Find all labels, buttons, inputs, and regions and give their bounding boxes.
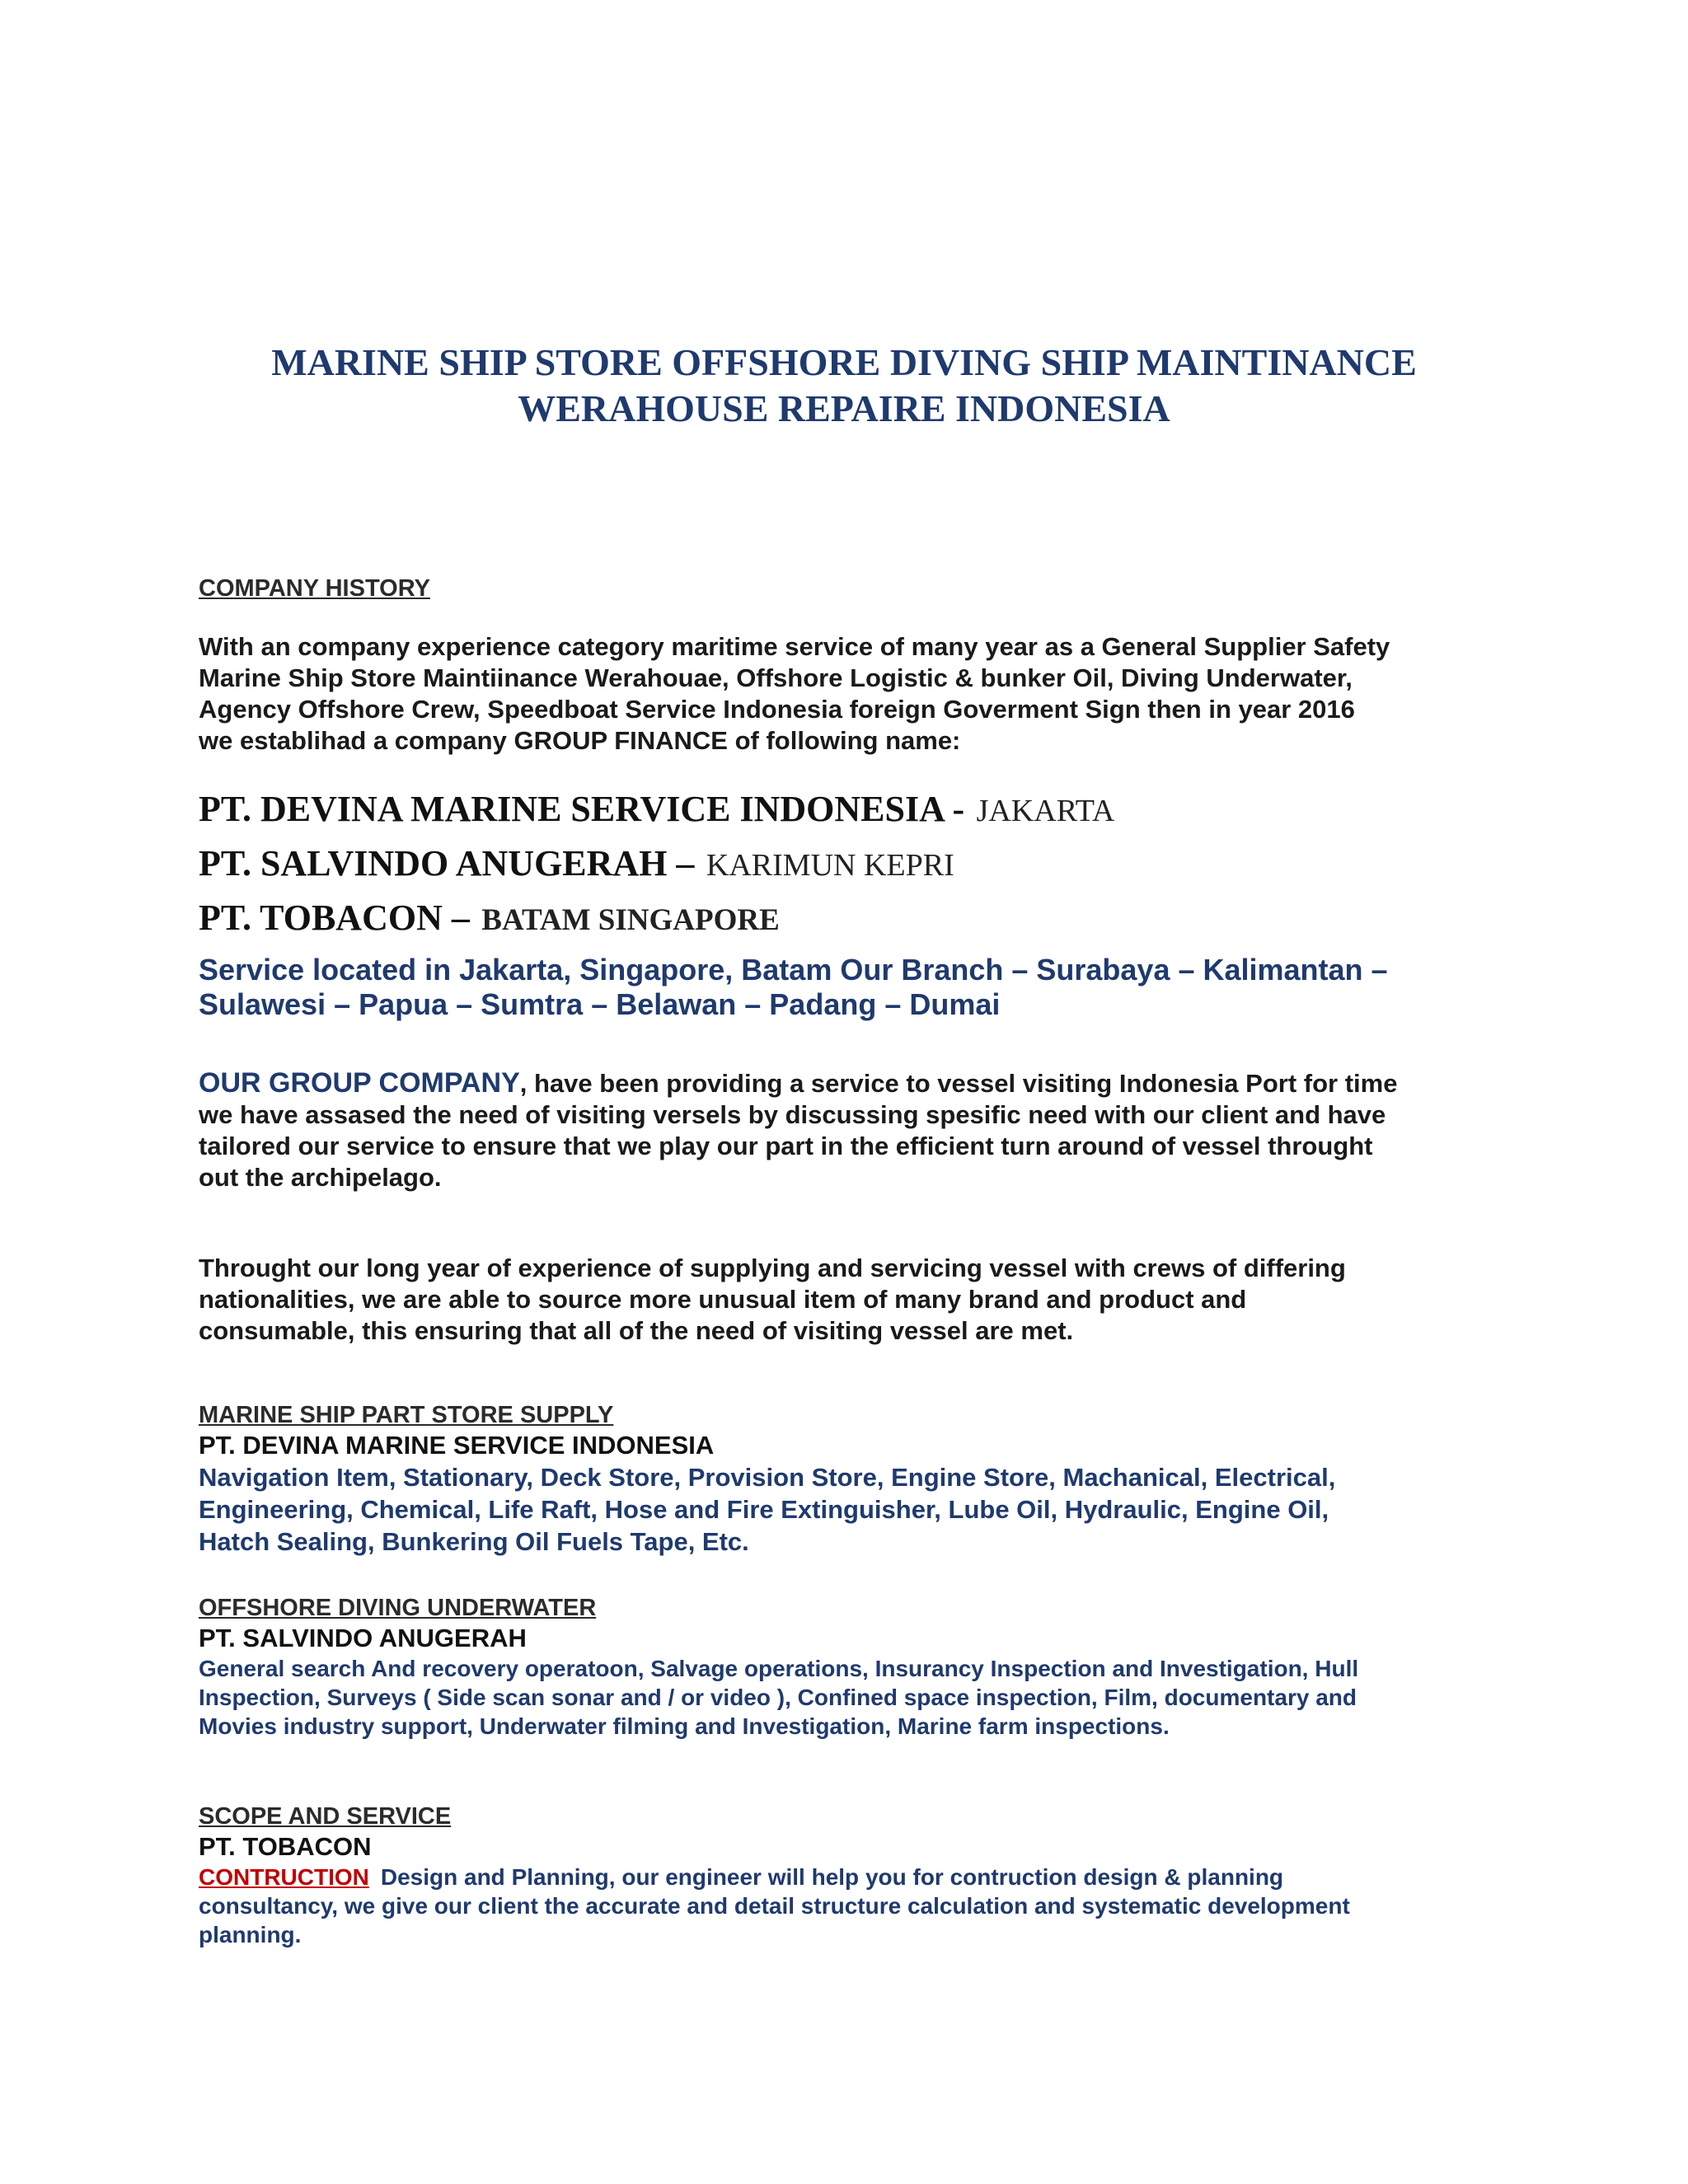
company-location: KARIMUN KEPRI xyxy=(706,848,954,883)
scope-line: consultancy, we give our client the accurate and detail structure calculation and systematic development xyxy=(199,1893,1350,1919)
group-line-rest: , have been providing a service to vessel visiting Indonesia Port for time xyxy=(519,1069,1398,1098)
diving-company: PT. SALVINDO ANUGERAH xyxy=(199,1624,527,1652)
scope-section xyxy=(199,1802,1501,1949)
company-location: BATAM SINGAPORE xyxy=(481,903,780,937)
marine-store-company: PT. DEVINA MARINE SERVICE INDONESIA xyxy=(199,1431,715,1460)
marine-store-line: Engineering, Chemical, Life Raft, Hose and Fire Extinguisher, Lube Oil, Hydraulic, Engine Oil, xyxy=(199,1495,1329,1524)
group-company-lead: OUR GROUP COMPANY xyxy=(199,1067,520,1099)
scope-line: planning. xyxy=(199,1922,302,1947)
experience-line: nationalities, we are able to source more unusual item of many brand and product and xyxy=(199,1285,1247,1314)
history-line: Marine Ship Store Maintiinance Werahouae, Offshore Logistic & bunker Oil, Diving Underwater, xyxy=(199,663,1353,692)
marine-store-section xyxy=(199,1400,1501,1558)
marine-store-line: Navigation Item, Stationary, Deck Store, Provision Store, Engine Store, Machanical, Electrical, xyxy=(199,1463,1336,1492)
company-entry xyxy=(199,841,1501,895)
scope-text xyxy=(199,1863,1501,1949)
group-line: tailored our service to ensure that we play our part in the efficient turn around of vessel throught xyxy=(199,1132,1373,1160)
service-location-text xyxy=(199,953,1501,1022)
marine-store-heading: MARINE SHIP PART STORE SUPPLY xyxy=(199,1402,614,1428)
service-location-line: Sulawesi – Papua – Sumtra – Belawan – Padang – Dumai xyxy=(199,987,1001,1021)
contruction-link[interactable]: CONTRUCTION xyxy=(199,1864,369,1890)
company-entry xyxy=(199,895,1501,949)
diving-section xyxy=(199,1593,1501,1741)
history-line: we establihad a company GROUP FINANCE of following name: xyxy=(199,726,961,755)
diving-line: General search And recovery operatoon, Salvage operations, Insurancy Inspection and Investigation, Hull xyxy=(199,1656,1359,1681)
company-name: PT. TOBACON – xyxy=(199,898,470,938)
diving-items xyxy=(199,1654,1501,1741)
company-location: JAKARTA xyxy=(976,794,1115,828)
marine-store-line: Hatch Sealing, Bunkering Oil Fuels Tape, Etc. xyxy=(199,1527,749,1556)
scope-line-rest: Design and Planning, our engineer will help you for contruction design & planning xyxy=(380,1864,1284,1890)
company-name: PT. DEVINA MARINE SERVICE INDONESIA - xyxy=(199,789,965,829)
diving-heading: OFFSHORE DIVING UNDERWATER xyxy=(199,1595,597,1621)
scope-heading: SCOPE AND SERVICE xyxy=(199,1803,452,1830)
company-history-heading: COMPANY HISTORY xyxy=(199,575,430,602)
experience-text xyxy=(199,1253,1501,1347)
company-list xyxy=(199,786,1501,949)
diving-line: Movies industry support, Underwater filming and Investigation, Marine farm inspections. xyxy=(199,1713,1170,1739)
group-company-text xyxy=(199,1067,1501,1193)
company-entry xyxy=(199,786,1501,841)
service-location-line: Service located in Jakarta, Singapore, Batam Our Branch – Surabaya – Kalimantan – xyxy=(199,953,1388,987)
experience-line: consumable, this ensuring that all of the need of visiting vessel are met. xyxy=(199,1316,1074,1345)
marine-store-items xyxy=(199,1461,1501,1558)
title-line-1: MARINE SHIP STORE OFFSHORE DIVING SHIP MAINTINANCE xyxy=(271,341,1417,383)
group-line: we have assased the need of visiting versels by discussing spesific need with our client and have xyxy=(199,1100,1386,1129)
scope-company: PT. TOBACON xyxy=(199,1832,372,1861)
experience-line: Throught our long year of experience of supplying and servicing vessel with crews of differing xyxy=(199,1254,1346,1282)
page-title xyxy=(0,340,1688,432)
scope-line xyxy=(199,1863,1501,1891)
company-history-section xyxy=(199,574,1501,603)
diving-line: Inspection, Surveys ( Side scan sonar and / or video ), Confined space inspection, Film, documentary and xyxy=(199,1685,1357,1710)
company-history-text xyxy=(199,631,1501,757)
group-line xyxy=(199,1067,1501,1099)
title-line-2: WERAHOUSE REPAIRE INDONESIA xyxy=(518,387,1170,429)
history-line: With an company experience category maritime service of many year as a General Supplier Safety xyxy=(199,632,1390,661)
company-name: PT. SALVINDO ANUGERAH – xyxy=(199,843,695,883)
group-line: out the archipelago. xyxy=(199,1163,442,1192)
history-line: Agency Offshore Crew, Speedboat Service Indonesia foreign Goverment Sign then in year 2016 xyxy=(199,695,1355,724)
